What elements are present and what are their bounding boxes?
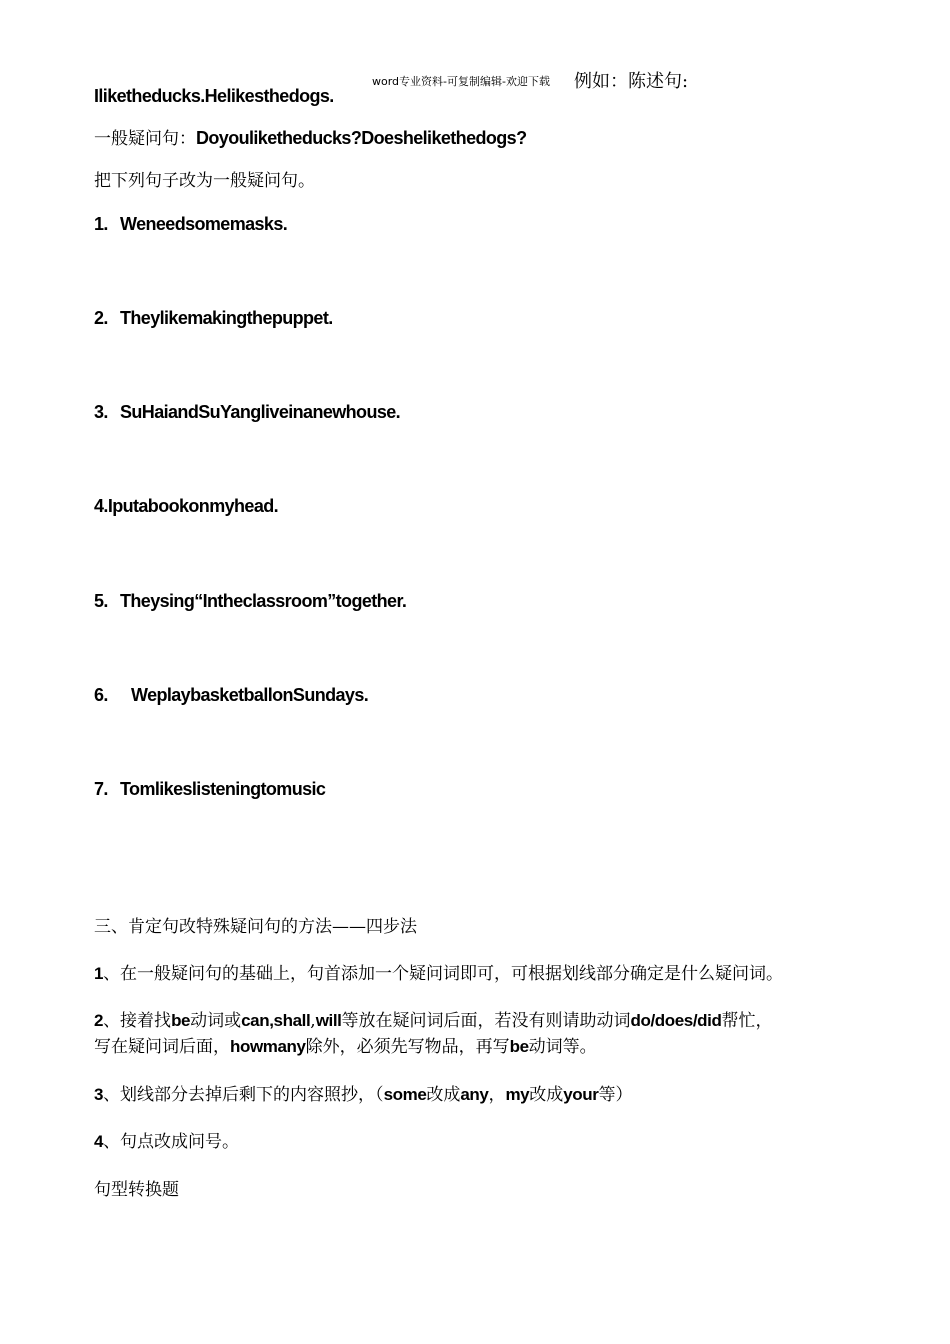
header-banner: word专业资料-可复制编辑-欢迎下载: [372, 75, 550, 88]
step-text: 动词等。: [528, 1037, 597, 1057]
exercise-item: [94, 403, 400, 421]
exercise-item: [94, 592, 406, 610]
question-label: 一般疑问句：: [94, 129, 196, 149]
exercise-item: [94, 686, 368, 704]
exercise-sentence: Weneedsomemasks.: [120, 214, 288, 234]
step-number: 2: [94, 1011, 104, 1030]
step-text: ,: [310, 1011, 316, 1031]
keyword: any: [460, 1085, 489, 1104]
section-title: 三、肯定句改特殊疑问句的方法——四步法: [94, 917, 417, 937]
step-4: [94, 1133, 239, 1151]
step-text: 、句点改成问号。: [103, 1132, 240, 1152]
exercise-number: 1.: [94, 214, 108, 234]
step-number: 3: [94, 1085, 104, 1104]
exercise-number: 2.: [94, 308, 108, 328]
step-text: 写在疑问词后面，: [94, 1037, 230, 1057]
step-text: ，: [488, 1085, 506, 1105]
exercise-item: [94, 309, 333, 327]
step-1: [94, 965, 783, 983]
keyword: can,shall: [241, 1011, 311, 1030]
step-text: 等放在疑问词后面，若没有则请助动词: [341, 1011, 631, 1031]
exercise-item: [94, 215, 287, 233]
keyword: be: [171, 1011, 191, 1030]
question-example: [94, 129, 526, 148]
exercise-sentence: WeplaybasketballonSundays.: [131, 685, 369, 705]
step-number: 4: [94, 1132, 104, 1151]
exercise-number: 6.: [94, 685, 108, 705]
exercise-item: [94, 497, 278, 515]
step-2-line-2: [94, 1038, 597, 1056]
keyword: do/does/did: [630, 1011, 722, 1030]
step-number: 1: [94, 964, 104, 983]
exercise-sentence: SuHaiandSuYangliveinanewhouse.: [120, 402, 401, 422]
exercise-number: 3.: [94, 402, 108, 422]
statement-example: Iliketheducks.Helikesthedogs.: [94, 86, 334, 106]
keyword: howmany: [230, 1037, 306, 1056]
step-2-line-1: [94, 1012, 772, 1030]
step-text: 改成: [426, 1085, 461, 1105]
step-text: 除外，必须先写物品，再写: [305, 1037, 510, 1057]
instruction-text: 把下列句子改为一般疑问句。: [94, 171, 315, 191]
step-text: 、接着找: [103, 1011, 172, 1031]
step-3: [94, 1086, 633, 1104]
step-text: 帮忙，: [721, 1011, 773, 1031]
step-text: 、在一般疑问句的基础上，句首添加一个疑问词即可，可根据划线部分确定是什么疑问词。: [103, 964, 784, 984]
keyword: will: [315, 1011, 342, 1030]
exercise-number: 5.: [94, 591, 108, 611]
keyword: your: [563, 1085, 599, 1104]
exercise-sentence: Tomlikeslisteningtomusic: [120, 779, 326, 799]
footer-title: 句型转换题: [94, 1180, 179, 1200]
step-text: 、划线部分去掉后剩下的内容照抄，（: [103, 1085, 384, 1105]
step-text: 等）: [598, 1085, 633, 1105]
keyword: be: [509, 1037, 529, 1056]
question-text: Doyouliketheducks?Doeshelikethedogs?: [196, 128, 527, 148]
step-text: 改成: [529, 1085, 564, 1105]
exercise-item: [94, 780, 325, 798]
example-label: 例如：陈述句:: [574, 71, 689, 92]
exercise-sentence: Iputabookonmyhead.: [107, 496, 279, 516]
keyword: some: [383, 1085, 427, 1104]
step-text: 动词或: [190, 1011, 242, 1031]
exercise-sentence: Theylikemakingthepuppet.: [120, 308, 333, 328]
exercise-sentence: Theysing“Intheclassroom”together.: [120, 591, 407, 611]
exercise-number: 7.: [94, 779, 108, 799]
exercise-number: 4.: [94, 496, 108, 516]
keyword: my: [505, 1085, 530, 1104]
